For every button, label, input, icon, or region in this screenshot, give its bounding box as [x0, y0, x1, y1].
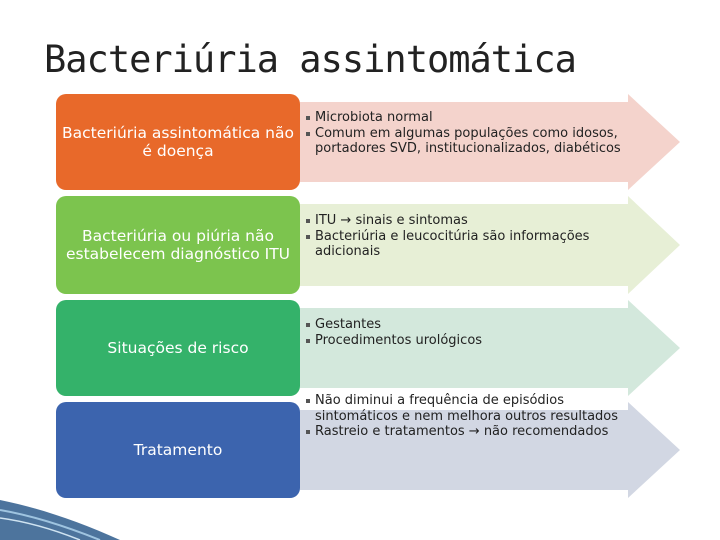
bullet-item: ITU → sinais e sintomas [305, 213, 610, 229]
decorative-swoosh [0, 450, 120, 540]
bullet-list-1 [305, 110, 645, 157]
bullet-list-2 [305, 213, 610, 260]
bullet-item: Bacteriúria e leucocitúria são informações adicionais [305, 229, 610, 260]
bullet-item: Não diminui a frequência de episódios sintomáticos e nem melhora outros resultados [305, 393, 650, 424]
label-text-2: Bacteriúria ou piúria não estabelecem diagnóstico ITU [65, 227, 291, 263]
label-text-4: Tratamento [133, 441, 223, 459]
diagram-row-2 [0, 196, 720, 294]
bullet-list-4 [305, 393, 650, 440]
label-text-1: Bacteriúria assintomática não é doença [62, 124, 294, 160]
diagram-row-3 [0, 300, 720, 396]
slide-title: Bacteriúria assintomática [44, 38, 576, 81]
bullet-item: Microbiota normal [305, 110, 645, 126]
label-box-3 [56, 300, 300, 396]
label-box-2 [56, 196, 300, 294]
arrow-shape-3 [300, 300, 680, 396]
bullet-item: Procedimentos urológicos [305, 333, 645, 349]
bullet-item: Rastreio e tratamentos → não recomendados [305, 424, 650, 440]
bullet-item: Gestantes [305, 317, 645, 333]
bullet-list-3 [305, 317, 645, 348]
label-box-1 [56, 94, 300, 190]
bullet-item: Comum em algumas populações como idosos, portadores SVD, institucionalizados, diabéticos [305, 126, 645, 157]
diagram-row-1 [0, 94, 720, 190]
arrow-fill-3 [300, 300, 680, 396]
label-text-3: Situações de risco [107, 339, 249, 357]
